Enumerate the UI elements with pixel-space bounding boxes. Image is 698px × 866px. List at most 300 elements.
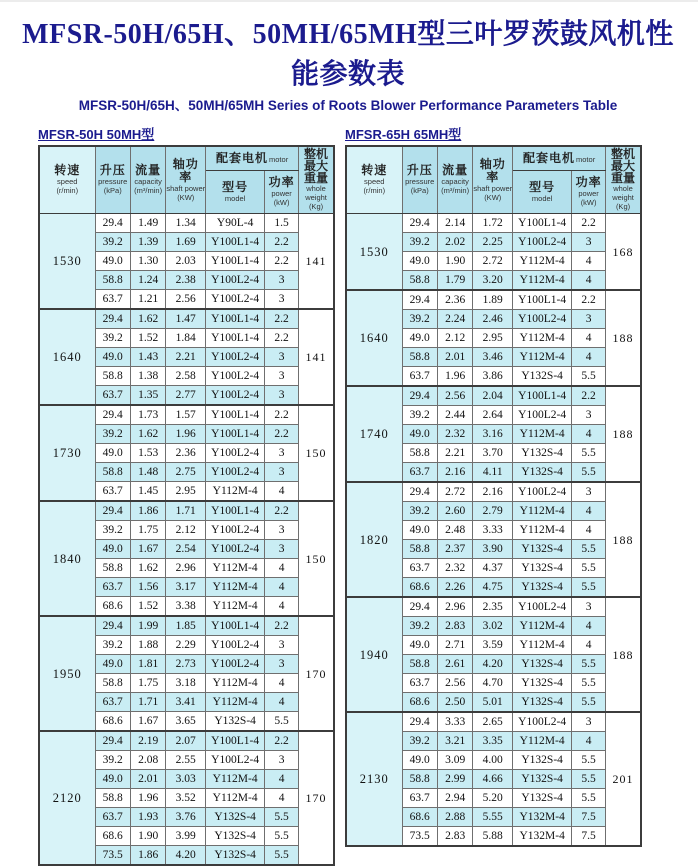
power-cell: 2.2 [265, 616, 299, 636]
shaft-power-cell: 3.86 [473, 367, 513, 387]
model-cell: Y100L2-4 [206, 463, 265, 482]
pressure-cell: 29.4 [95, 616, 130, 636]
model-cell: Y132S-4 [513, 578, 572, 598]
power-cell: 3 [265, 751, 299, 770]
shaft-power-cell: 1.47 [166, 309, 206, 329]
shaft-power-cell: 2.72 [473, 252, 513, 271]
power-cell: 3 [572, 233, 606, 252]
table-caption: MFSR-65H 65MH型 [345, 127, 462, 142]
pressure-cell: 58.8 [402, 770, 437, 789]
header-zh: 功率 [268, 175, 295, 190]
shaft-power-cell: 3.33 [473, 521, 513, 540]
power-cell: 7.5 [572, 808, 606, 827]
pressure-cell: 29.4 [95, 309, 130, 329]
pressure-cell: 58.8 [95, 463, 130, 482]
col-header-weight [606, 146, 641, 214]
model-cell: Y90L-4 [206, 214, 265, 233]
power-cell: 5.5 [572, 789, 606, 808]
model-cell: Y100L2-4 [513, 233, 572, 252]
model-cell: Y100L1-4 [513, 214, 572, 233]
shaft-power-cell: 3.90 [473, 540, 513, 559]
pressure-cell: 63.7 [95, 808, 130, 827]
power-cell: 4 [572, 252, 606, 271]
pressure-cell: 49.0 [402, 425, 437, 444]
pressure-cell: 39.2 [95, 636, 130, 655]
shaft-power-cell: 5.01 [473, 693, 513, 713]
power-cell: 3 [265, 386, 299, 406]
shaft-power-cell: 3.70 [473, 444, 513, 463]
header-en: whole weight [612, 184, 634, 202]
header-unit: (kPa) [410, 186, 429, 195]
weight-cell: 188 [606, 597, 641, 712]
header-zh: 整机最大重量 [304, 147, 329, 185]
model-cell: Y132S-4 [206, 712, 265, 732]
table-header [39, 146, 334, 214]
pressure-cell: 39.2 [95, 521, 130, 540]
shaft-power-cell: 4.66 [473, 770, 513, 789]
pressure-cell: 49.0 [95, 444, 130, 463]
shaft-power-cell: 5.55 [473, 808, 513, 827]
power-cell: 2.2 [265, 425, 299, 444]
capacity-cell: 2.72 [437, 482, 472, 502]
header-zh: 配套电机 [523, 151, 576, 166]
pressure-cell: 63.7 [402, 367, 437, 387]
shaft-power-cell: 2.46 [473, 310, 513, 329]
model-cell: Y132S-4 [513, 463, 572, 483]
pressure-cell: 29.4 [402, 712, 437, 732]
pressure-cell: 68.6 [95, 827, 130, 846]
power-cell: 4 [572, 732, 606, 751]
table-row [346, 386, 641, 406]
header-zh: 轴功率 [479, 156, 506, 184]
speed-cell: 1640 [346, 290, 402, 386]
pressure-cell: 58.8 [95, 559, 130, 578]
capacity-cell: 1.39 [130, 233, 165, 252]
header-zh: 流量 [442, 163, 469, 177]
capacity-cell: 2.36 [437, 290, 472, 310]
model-cell: Y132S-4 [206, 846, 265, 866]
capacity-cell: 1.43 [130, 348, 165, 367]
power-cell: 5.5 [572, 540, 606, 559]
pressure-cell: 29.4 [95, 501, 130, 521]
header-en: power (kW) [271, 189, 292, 208]
pressure-cell: 68.6 [95, 597, 130, 617]
shaft-power-cell: 2.21 [166, 348, 206, 367]
power-cell: 3 [265, 367, 299, 386]
shaft-power-cell: 3.38 [166, 597, 206, 617]
model-cell: Y112M-4 [206, 597, 265, 617]
model-cell: Y132S-4 [513, 559, 572, 578]
shaft-power-cell: 2.12 [166, 521, 206, 540]
pressure-cell: 68.6 [402, 808, 437, 827]
model-cell: Y112M-4 [206, 559, 265, 578]
shaft-power-cell: 4.00 [473, 751, 513, 770]
shaft-power-cell: 2.56 [166, 290, 206, 310]
header-unit: (m³/min) [441, 186, 470, 195]
speed-cell: 1840 [39, 501, 95, 616]
power-cell: 5.5 [572, 367, 606, 387]
table-header [346, 146, 641, 214]
pressure-cell: 49.0 [95, 348, 130, 367]
header-en: shaft power [473, 183, 513, 193]
shaft-power-cell: 2.95 [473, 329, 513, 348]
weight-cell: 188 [606, 290, 641, 386]
shaft-power-cell: 2.77 [166, 386, 206, 406]
model-cell: Y100L1-4 [513, 290, 572, 310]
model-cell: Y100L2-4 [513, 597, 572, 617]
capacity-cell: 2.44 [437, 406, 472, 425]
model-cell: Y132S-4 [513, 693, 572, 713]
shaft-power-cell: 4.20 [473, 655, 513, 674]
shaft-power-cell: 2.16 [473, 482, 513, 502]
header-zh: 流量 [135, 163, 162, 177]
shaft-power-cell: 2.79 [473, 502, 513, 521]
shaft-power-cell: 4.37 [473, 559, 513, 578]
capacity-cell: 3.33 [437, 712, 472, 732]
col-header-capacity [437, 146, 472, 214]
table-row [39, 616, 334, 636]
header-zh: 功率 [575, 175, 602, 190]
power-cell: 3 [265, 655, 299, 674]
power-cell: 2.2 [265, 252, 299, 271]
header-en: pressure [98, 177, 128, 186]
power-cell: 5.5 [265, 827, 299, 846]
capacity-cell: 2.56 [437, 386, 472, 406]
shaft-power-cell: 2.35 [473, 597, 513, 617]
model-cell: Y112M-4 [206, 693, 265, 712]
power-cell: 5.5 [572, 770, 606, 789]
shaft-power-cell: 2.54 [166, 540, 206, 559]
power-cell: 2.2 [265, 329, 299, 348]
power-cell: 4 [265, 597, 299, 617]
speed-cell: 1950 [39, 616, 95, 731]
power-cell: 4 [265, 578, 299, 597]
pressure-cell: 63.7 [95, 290, 130, 310]
header-en: power (kW) [578, 189, 599, 208]
pressure-cell: 63.7 [402, 789, 437, 808]
page-subtitle: MFSR-50H/65H、50MH/65MH Series of Roots Blower Performance Parameters Table [78, 98, 618, 113]
power-cell: 2.2 [265, 405, 299, 425]
capacity-cell: 2.32 [437, 559, 472, 578]
pressure-cell: 49.0 [95, 252, 130, 271]
power-cell: 4 [265, 770, 299, 789]
header-en: model [224, 193, 246, 203]
power-cell: 5.5 [572, 444, 606, 463]
shaft-power-cell: 3.46 [473, 348, 513, 367]
pressure-cell: 49.0 [402, 329, 437, 348]
power-cell: 3 [572, 406, 606, 425]
model-cell: Y112M-4 [206, 770, 265, 789]
speed-cell: 1730 [39, 405, 95, 501]
model-cell: Y100L2-4 [206, 636, 265, 655]
col-header-capacity [130, 146, 165, 214]
pressure-cell: 29.4 [95, 731, 130, 751]
capacity-cell: 1.21 [130, 290, 165, 310]
pressure-cell: 29.4 [95, 214, 130, 233]
capacity-cell: 2.21 [437, 444, 472, 463]
capacity-cell: 2.01 [437, 348, 472, 367]
model-cell: Y132S-4 [513, 751, 572, 770]
capacity-cell: 2.71 [437, 636, 472, 655]
model-cell: Y100L1-4 [206, 501, 265, 521]
model-cell: Y100L2-4 [206, 444, 265, 463]
shaft-power-cell: 3.41 [166, 693, 206, 712]
shaft-power-cell: 1.96 [166, 425, 206, 444]
pressure-cell: 49.0 [402, 751, 437, 770]
shaft-power-cell: 3.99 [166, 827, 206, 846]
model-cell: Y100L2-4 [206, 367, 265, 386]
model-cell: Y132S-4 [513, 674, 572, 693]
capacity-cell: 1.62 [130, 309, 165, 329]
capacity-cell: 1.52 [130, 597, 165, 617]
header-en: pressure [405, 177, 435, 186]
capacity-cell: 2.02 [437, 233, 472, 252]
tables-row [38, 122, 698, 866]
capacity-cell: 2.83 [437, 617, 472, 636]
capacity-cell: 3.09 [437, 751, 472, 770]
capacity-cell: 2.56 [437, 674, 472, 693]
header-en: speed [57, 177, 78, 186]
shaft-power-cell: 1.71 [166, 501, 206, 521]
power-cell: 3 [572, 482, 606, 502]
power-cell: 4 [265, 674, 299, 693]
pressure-cell: 73.5 [95, 846, 130, 866]
col-header-shaft-power [473, 146, 513, 214]
power-cell: 5.5 [265, 712, 299, 732]
capacity-cell: 1.67 [130, 540, 165, 559]
power-cell: 3 [265, 271, 299, 290]
model-cell: Y100L2-4 [206, 290, 265, 310]
header-unit: (Kg) [615, 202, 631, 211]
model-cell: Y112M-4 [513, 252, 572, 271]
header-en: speed [364, 177, 385, 186]
model-cell: Y132S-4 [206, 827, 265, 846]
power-cell: 5.5 [265, 846, 299, 866]
capacity-cell: 1.90 [130, 827, 165, 846]
shaft-power-cell: 4.11 [473, 463, 513, 483]
pressure-cell: 58.8 [402, 540, 437, 559]
model-cell: Y132S-4 [206, 808, 265, 827]
capacity-cell: 2.12 [437, 329, 472, 348]
weight-cell: 150 [299, 501, 334, 616]
shaft-power-cell: 2.36 [166, 444, 206, 463]
col-header-weight [299, 146, 334, 214]
model-cell: Y100L1-4 [206, 425, 265, 444]
capacity-cell: 2.94 [437, 789, 472, 808]
power-cell: 5.5 [572, 463, 606, 483]
model-cell: Y112M-4 [206, 674, 265, 693]
capacity-cell: 1.67 [130, 712, 165, 732]
shaft-power-cell: 1.57 [166, 405, 206, 425]
col-header-pressure [95, 146, 130, 214]
power-cell: 3 [572, 310, 606, 329]
model-cell: Y132M-4 [513, 827, 572, 847]
model-cell: Y112M-4 [513, 732, 572, 751]
model-cell: Y112M-4 [513, 348, 572, 367]
power-cell: 4 [265, 482, 299, 502]
table-block-65h [345, 122, 642, 847]
capacity-cell: 1.90 [437, 252, 472, 271]
capacity-cell: 1.62 [130, 425, 165, 444]
table-row [346, 214, 641, 233]
capacity-cell: 1.24 [130, 271, 165, 290]
shaft-power-cell: 3.65 [166, 712, 206, 732]
shaft-power-cell: 3.03 [166, 770, 206, 789]
header-zh: 转速 [361, 163, 388, 177]
power-cell: 2.2 [572, 214, 606, 233]
pressure-cell: 39.2 [402, 406, 437, 425]
pressure-cell: 39.2 [402, 502, 437, 521]
pressure-cell: 39.2 [402, 233, 437, 252]
pressure-cell: 39.2 [95, 329, 130, 348]
header-zh: 配套电机 [216, 151, 269, 166]
weight-cell: 188 [606, 386, 641, 482]
power-cell: 3 [265, 290, 299, 310]
parameters-table-50h [38, 145, 335, 866]
capacity-cell: 1.62 [130, 559, 165, 578]
shaft-power-cell: 2.07 [166, 731, 206, 751]
speed-cell: 1740 [346, 386, 402, 482]
model-cell: Y112M-4 [206, 789, 265, 808]
capacity-cell: 1.96 [130, 789, 165, 808]
model-cell: Y100L2-4 [206, 271, 265, 290]
table-row [39, 405, 334, 425]
model-cell: Y112M-4 [513, 636, 572, 655]
pressure-cell: 49.0 [95, 540, 130, 559]
shaft-power-cell: 1.69 [166, 233, 206, 252]
power-cell: 5.5 [572, 751, 606, 770]
shaft-power-cell: 3.20 [473, 271, 513, 291]
pressure-cell: 29.4 [95, 405, 130, 425]
weight-cell: 170 [299, 731, 334, 865]
col-header-motor [206, 146, 299, 170]
pressure-cell: 63.7 [402, 463, 437, 483]
model-cell: Y100L2-4 [206, 540, 265, 559]
pressure-cell: 58.8 [402, 655, 437, 674]
weight-cell: 141 [299, 214, 334, 310]
power-cell: 4 [572, 521, 606, 540]
shaft-power-cell: 5.88 [473, 827, 513, 847]
capacity-cell: 2.60 [437, 502, 472, 521]
pressure-cell: 39.2 [95, 425, 130, 444]
col-header-shaft-power [166, 146, 206, 214]
model-cell: Y132S-4 [513, 444, 572, 463]
capacity-cell: 2.50 [437, 693, 472, 713]
model-cell: Y112M-4 [206, 482, 265, 502]
capacity-cell: 2.01 [130, 770, 165, 789]
page-title: MFSR-50H/65H、50MH/65MH型三叶罗茨鼓风机性能参数表 [22, 19, 674, 90]
pressure-cell: 39.2 [95, 233, 130, 252]
pressure-cell: 63.7 [95, 693, 130, 712]
pressure-cell: 29.4 [402, 214, 437, 233]
header-unit: (KW) [177, 192, 195, 202]
pressure-cell: 39.2 [402, 310, 437, 329]
speed-cell: 1530 [346, 214, 402, 291]
header-en: whole weight [305, 184, 327, 202]
table-row [39, 501, 334, 521]
capacity-cell: 2.61 [437, 655, 472, 674]
shaft-power-cell: 2.75 [166, 463, 206, 482]
capacity-cell: 2.96 [437, 597, 472, 617]
speed-cell: 2130 [346, 712, 402, 846]
pressure-cell: 68.6 [402, 578, 437, 598]
capacity-cell: 2.24 [437, 310, 472, 329]
table-caption: MFSR-50H 50MH型 [38, 127, 155, 142]
table-row [346, 597, 641, 617]
table-row [39, 731, 334, 751]
pressure-cell: 49.0 [402, 636, 437, 655]
capacity-cell: 1.88 [130, 636, 165, 655]
capacity-cell: 1.30 [130, 252, 165, 271]
pressure-cell: 68.6 [95, 712, 130, 732]
capacity-cell: 1.79 [437, 271, 472, 291]
shaft-power-cell: 2.03 [166, 252, 206, 271]
pressure-cell: 29.4 [402, 597, 437, 617]
power-cell: 5.5 [572, 693, 606, 713]
capacity-cell: 2.26 [437, 578, 472, 598]
capacity-cell: 2.16 [437, 463, 472, 483]
model-cell: Y132S-4 [513, 540, 572, 559]
model-cell: Y112M-4 [513, 617, 572, 636]
model-cell: Y100L1-4 [513, 386, 572, 406]
header-unit: (KW) [484, 192, 502, 202]
table-block-50h [38, 122, 335, 866]
model-cell: Y112M-4 [513, 271, 572, 291]
capacity-cell: 1.96 [437, 367, 472, 387]
shaft-power-cell: 2.04 [473, 386, 513, 406]
shaft-power-cell: 2.29 [166, 636, 206, 655]
shaft-power-cell: 3.16 [473, 425, 513, 444]
table-row [346, 290, 641, 310]
power-cell: 5.5 [572, 578, 606, 598]
header-zh: 轴功率 [172, 156, 199, 184]
capacity-cell: 1.86 [130, 846, 165, 866]
weight-cell: 201 [606, 712, 641, 846]
header-en: capacity [441, 177, 469, 186]
speed-cell: 1530 [39, 214, 95, 310]
shaft-power-cell: 3.35 [473, 732, 513, 751]
shaft-power-cell: 1.89 [473, 290, 513, 310]
power-cell: 2.2 [265, 233, 299, 252]
weight-cell: 168 [606, 214, 641, 291]
power-cell: 5.5 [265, 808, 299, 827]
capacity-cell: 1.53 [130, 444, 165, 463]
capacity-cell: 2.83 [437, 827, 472, 847]
capacity-cell: 2.88 [437, 808, 472, 827]
model-cell: Y132S-4 [513, 367, 572, 387]
power-cell: 3 [265, 348, 299, 367]
model-cell: Y100L2-4 [206, 348, 265, 367]
model-cell: Y100L1-4 [206, 405, 265, 425]
model-cell: Y100L1-4 [206, 233, 265, 252]
capacity-cell: 1.75 [130, 521, 165, 540]
header-unit: (r/min) [363, 186, 386, 195]
model-cell: Y100L1-4 [206, 731, 265, 751]
model-cell: Y100L1-4 [206, 329, 265, 348]
model-cell: Y100L2-4 [513, 406, 572, 425]
col-header-speed [346, 146, 402, 214]
pressure-cell: 29.4 [402, 386, 437, 406]
power-cell: 4 [572, 636, 606, 655]
power-cell: 3 [265, 444, 299, 463]
table-row [39, 309, 334, 329]
power-cell: 2.2 [265, 309, 299, 329]
power-cell: 4 [572, 502, 606, 521]
model-cell: Y100L2-4 [513, 482, 572, 502]
pressure-cell: 49.0 [95, 655, 130, 674]
capacity-cell: 2.99 [437, 770, 472, 789]
pressure-cell: 29.4 [402, 482, 437, 502]
